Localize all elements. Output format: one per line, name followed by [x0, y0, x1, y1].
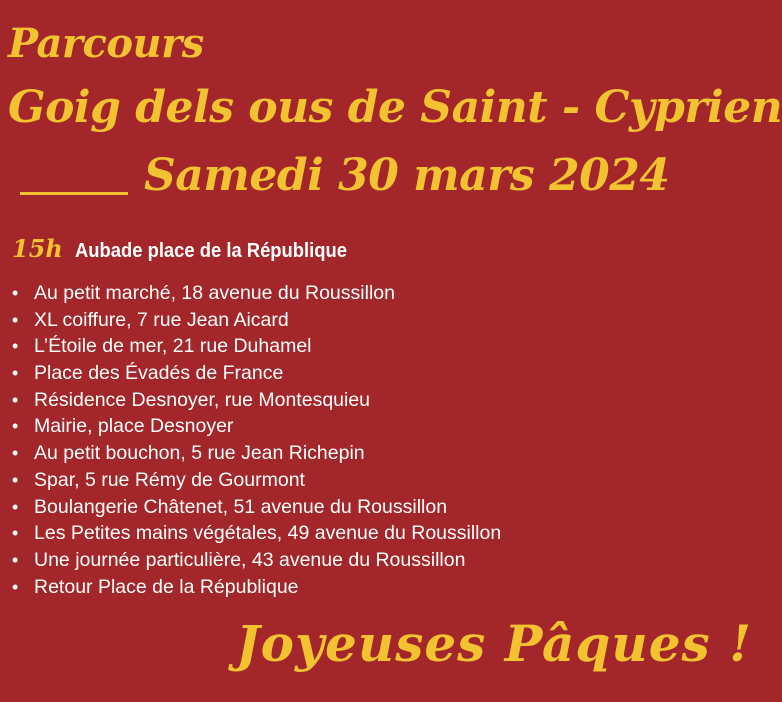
list-item — [12, 496, 501, 523]
bullet-icon: • — [12, 283, 19, 303]
bullet-icon: • — [12, 416, 19, 437]
title-event-name: Goig dels ous de Saint - Cyprien — [8, 82, 782, 133]
bullet-icon: • — [12, 469, 19, 490]
bullet-icon: • — [12, 496, 19, 517]
stop-text: Mairie, place Desnoyer — [34, 415, 234, 438]
list-item — [12, 415, 501, 442]
title-date: Samedi 30 mars 2024 — [144, 150, 670, 201]
bullet-icon: • — [12, 549, 19, 570]
stop-text: Au petit marché, 18 avenue du Roussillon — [34, 282, 395, 304]
greeting-text: Joyeuses Pâques ! — [236, 614, 753, 673]
list-item — [12, 389, 501, 416]
stop-text: Une journée particulière, 43 avenue du Roussillon — [34, 548, 466, 571]
decorative-underline — [20, 192, 128, 195]
stop-text: Retour Place de la République — [34, 575, 299, 598]
list-item — [12, 282, 501, 309]
stop-text: L’Étoile de mer, 21 rue Duhamel — [34, 335, 312, 358]
list-item — [12, 549, 501, 576]
bullet-icon: • — [12, 336, 19, 357]
bullet-icon: • — [12, 523, 19, 544]
list-item — [12, 335, 501, 362]
aubade-line — [12, 234, 370, 263]
list-item — [12, 522, 501, 549]
stop-text: Place des Évadés de France — [34, 362, 284, 385]
list-item — [12, 362, 501, 389]
list-item — [12, 442, 501, 469]
stop-text: Les Petites mains végétales, 49 avenue du Roussillon — [34, 522, 502, 545]
stop-text: Boulangerie Châtenet, 51 avenue du Roussillon — [34, 495, 448, 518]
stop-text: Résidence Desnoyer, rue Montesquieu — [34, 388, 371, 411]
list-item — [12, 469, 501, 496]
aubade-time: 15h — [12, 234, 63, 263]
aubade-text: Aubade place de la République — [74, 240, 347, 262]
list-item — [12, 576, 501, 603]
bullet-icon: • — [12, 389, 19, 410]
bullet-icon: • — [12, 443, 19, 464]
stop-text: XL coiffure, 7 rue Jean Aicard — [34, 308, 289, 331]
title-parcours: Parcours — [8, 20, 204, 67]
stop-text: Spar, 5 rue Rémy de Gourmont — [34, 468, 305, 491]
stops-list — [12, 282, 501, 602]
list-item — [12, 309, 501, 336]
bullet-icon: • — [12, 576, 19, 597]
stop-text: Au petit bouchon, 5 rue Jean Richepin — [34, 442, 365, 465]
bullet-icon: • — [12, 363, 19, 384]
bullet-icon: • — [12, 309, 19, 330]
